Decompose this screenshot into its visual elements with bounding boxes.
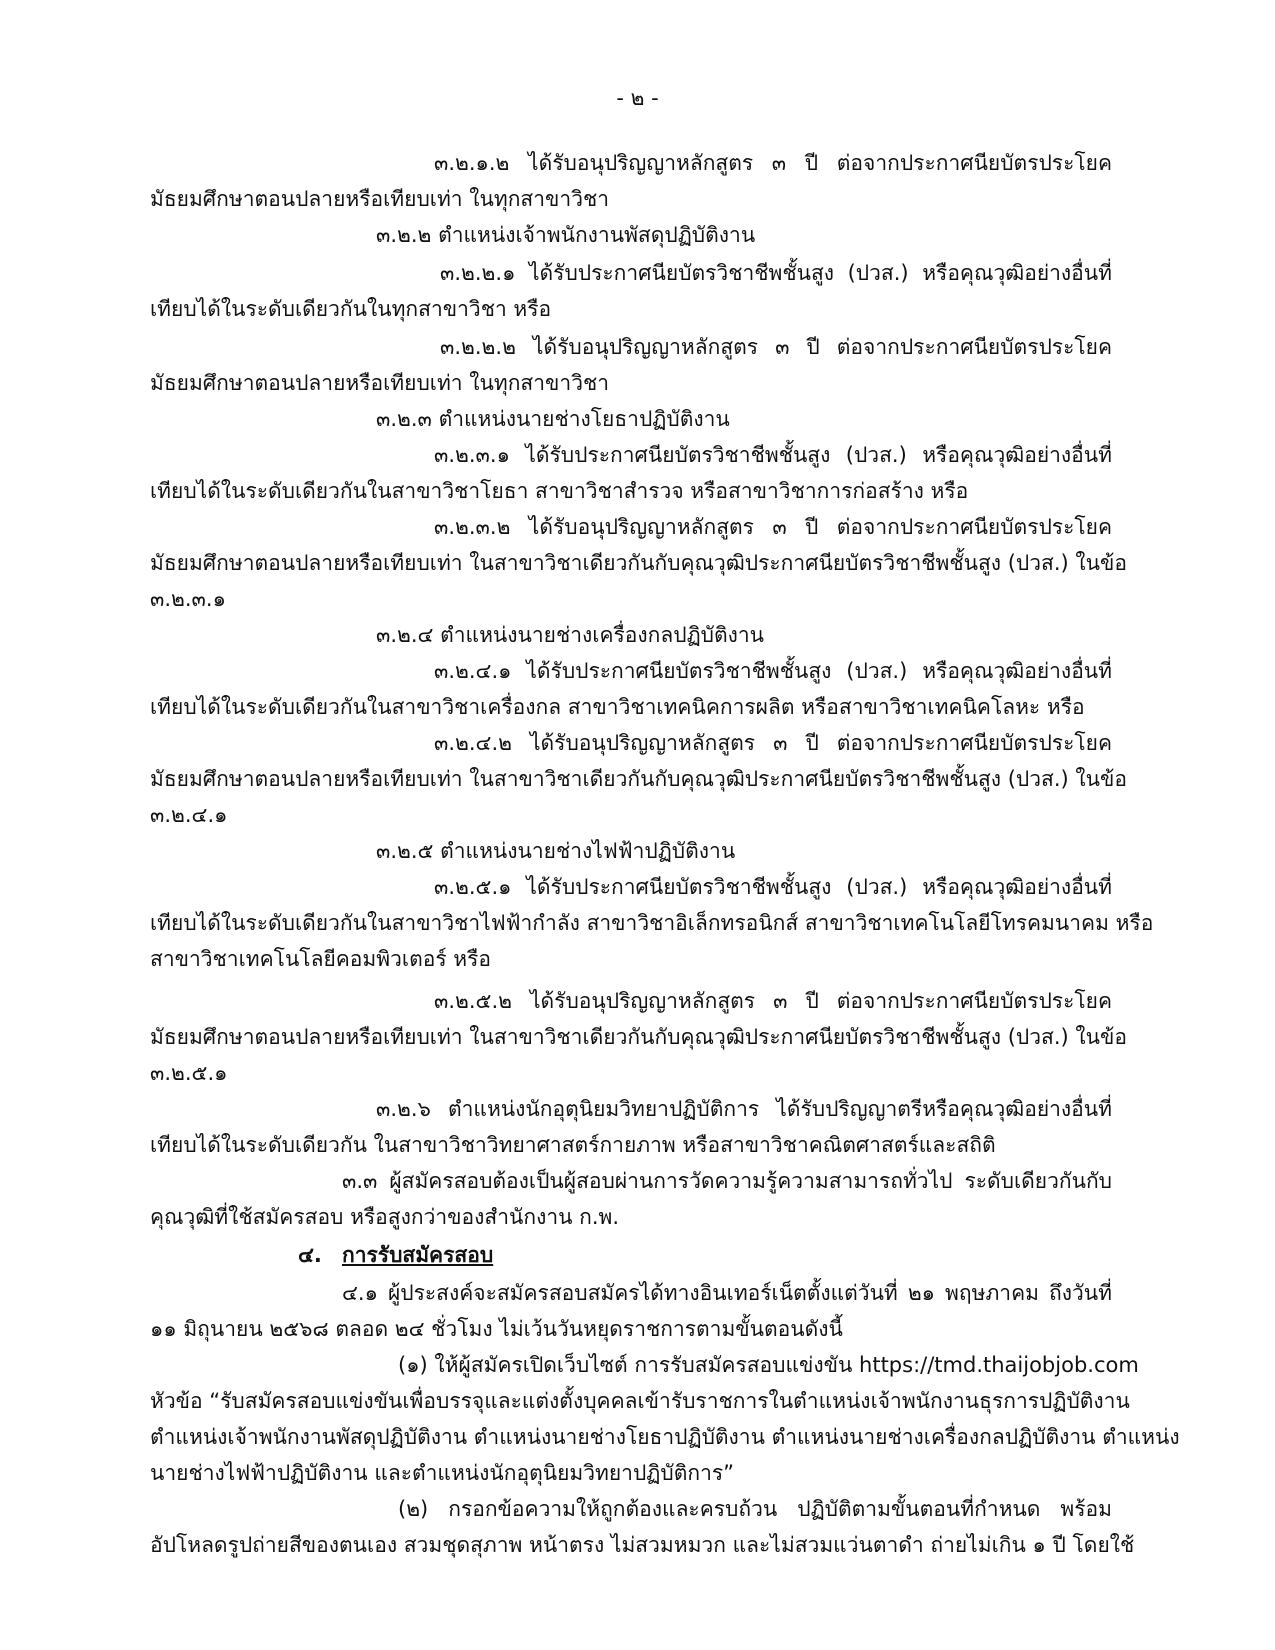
text-line: ๓.๒.๓.๑: [150, 587, 226, 611]
text-line: มัธยมศึกษาตอนปลายหรือเทียบเท่า ในสาขาวิชาเดียวกันกับคุณวุฒิประกาศนียบัตรวิชาชีพชั้นสูง (ปวส.) ในข้อ: [150, 767, 1127, 791]
text-line: ๓.๒.๓.๑ ได้รับประกาศนียบัตรวิชาชีพชั้นสูง (ปวส.) หรือคุณวุฒิอย่างอื่นที่: [434, 443, 1112, 467]
text-line: เทียบได้ในระดับเดียวกัน ในสาขาวิชาวิทยาศาสตร์กายภาพ หรือสาขาวิชาคณิตศาสตร์และสถิติ: [150, 1133, 996, 1157]
text-line: มัธยมศึกษาตอนปลายหรือเทียบเท่า ในทุกสาขาวิชา: [150, 371, 610, 395]
section-heading: การรับสมัครสอบ: [342, 1243, 494, 1267]
text-line: มัธยมศึกษาตอนปลายหรือเทียบเท่า ในสาขาวิชาเดียวกันกับคุณวุฒิประกาศนียบัตรวิชาชีพชั้นสูง (ปวส.) ในข้อ: [150, 1025, 1127, 1049]
text-line: ๓.๒.๑.๒ ได้รับอนุปริญญาหลักสูตร ๓ ปี ต่อจากประกาศนียบัตรประโยค: [434, 151, 1112, 175]
text-line: เทียบได้ในระดับเดียวกันในสาขาวิชาไฟฟ้ากำลัง สาขาวิชาอิเล็กทรอนิกส์ สาขาวิชาเทคโนโลยีโทรคมนาคม หรือ: [150, 911, 1154, 935]
text-line: คุณวุฒิที่ใช้สมัครสอบ หรือสูงกว่าของสำนักงาน ก.พ.: [150, 1205, 620, 1229]
text-line: (๒) กรอกข้อความให้ถูกต้องและครบถ้วน ปฏิบัติตามขั้นตอนที่กำหนด พร้อม: [398, 1497, 1112, 1521]
text-line: ๓.๒.๒.๒ ได้รับอนุปริญญาหลักสูตร ๓ ปี ต่อจากประกาศนียบัตรประโยค: [440, 335, 1112, 359]
text-line: อัปโหลดรูปถ่ายสีของตนเอง สวมชุดสุภาพ หน้าตรง ไม่สวมหมวก และไม่สวมแว่นตาดำ ถ่ายไม่เกิน ๑ ปี โดยใช้: [150, 1533, 1135, 1557]
text-line: ๓.๒.๒ ตำแหน่งเจ้าพนักงานพัสดุปฏิบัติงาน: [376, 223, 756, 247]
text-line: ๑๑ มิถุนายน ๒๕๖๘ ตลอด ๒๔ ชั่วโมง ไม่เว้นวันหยุดราชการตามขั้นตอนดังนี้: [150, 1317, 843, 1341]
text-line: ๓.๒.๓ ตำแหน่งนายช่างโยธาปฏิบัติงาน: [376, 407, 730, 431]
page-number: - ๒ -: [616, 86, 659, 110]
text-line: (๑) ให้ผู้สมัครเปิดเว็บไซต์ การรับสมัครสอบแข่งขัน https://tmd.thaijobjob.com: [398, 1353, 1139, 1377]
text-line: หัวข้อ “รับสมัครสอบแข่งขันเพื่อบรรจุและแต่งตั้งบุคคลเข้ารับราชการในตำแหน่งเจ้าพนักงานธุรการปฏิบัติงาน: [150, 1389, 1130, 1413]
text-line: เทียบได้ในระดับเดียวกันในสาขาวิชาโยธา สาขาวิชาสำรวจ หรือสาขาวิชาการก่อสร้าง หรือ: [150, 479, 969, 503]
text-line: มัธยมศึกษาตอนปลายหรือเทียบเท่า ในสาขาวิชาเดียวกันกับคุณวุฒิประกาศนียบัตรวิชาชีพชั้นสูง (ปวส.) ในข้อ: [150, 551, 1127, 575]
section-number: ๔.: [298, 1243, 322, 1267]
text-line: นายช่างไฟฟ้าปฏิบัติงาน และตำแหน่งนักอุตุนิยมวิทยาปฏิบัติการ”: [150, 1461, 735, 1485]
text-line: ๓.๒.๓.๒ ได้รับอนุปริญญาหลักสูตร ๓ ปี ต่อจากประกาศนียบัตรประโยค: [434, 515, 1112, 539]
text-line: ๓.๒.๕.๒ ได้รับอนุปริญญาหลักสูตร ๓ ปี ต่อจากประกาศนียบัตรประโยค: [434, 989, 1112, 1013]
text-line: ๓.๒.๔.๑: [150, 803, 228, 827]
text-line: ๔.๑ ผู้ประสงค์จะสมัครสอบสมัครได้ทางอินเทอร์เน็ตตั้งแต่วันที่ ๒๑ พฤษภาคม ถึงวันที่: [342, 1281, 1112, 1305]
text-line: เทียบได้ในระดับเดียวกันในทุกสาขาวิชา หรือ: [150, 297, 552, 321]
text-line: ๓.๓ ผู้สมัครสอบต้องเป็นผู้สอบผ่านการวัดความรู้ความสามารถทั่วไป ระดับเดียวกันกับ: [342, 1169, 1112, 1193]
text-line: มัธยมศึกษาตอนปลายหรือเทียบเท่า ในทุกสาขาวิชา: [150, 187, 610, 211]
text-line: ๓.๒.๕ ตำแหน่งนายช่างไฟฟ้าปฏิบัติงาน: [376, 839, 736, 863]
text-line: ตำแหน่งเจ้าพนักงานพัสดุปฏิบัติงาน ตำแหน่งนายช่างโยธาปฏิบัติงาน ตำแหน่งนายช่างเครื่องกลปฏิบัติงาน ตำแหน่ง: [150, 1425, 1180, 1449]
text-line: ๓.๒.๔.๑ ได้รับประกาศนียบัตรวิชาชีพชั้นสูง (ปวส.) หรือคุณวุฒิอย่างอื่นที่: [434, 659, 1112, 683]
text-line: ๓.๒.๔ ตำแหน่งนายช่างเครื่องกลปฏิบัติงาน: [376, 623, 765, 647]
text-line: ๓.๒.๖ ตำแหน่งนักอุตุนิยมวิทยาปฏิบัติการ ได้รับปริญญาตรีหรือคุณวุฒิอย่างอื่นที่: [376, 1097, 1112, 1121]
text-line: เทียบได้ในระดับเดียวกันในสาขาวิชาเครื่องกล สาขาวิชาเทคนิคการผลิต หรือสาขาวิชาเทคนิคโลหะ หรือ: [150, 695, 1085, 719]
text-line: ๓.๒.๔.๒ ได้รับอนุปริญญาหลักสูตร ๓ ปี ต่อจากประกาศนียบัตรประโยค: [434, 731, 1112, 755]
text-line: ๓.๒.๒.๑ ได้รับประกาศนียบัตรวิชาชีพชั้นสูง (ปวส.) หรือคุณวุฒิอย่างอื่นที่: [440, 261, 1112, 285]
text-line: ๓.๒.๕.๑: [150, 1061, 228, 1085]
text-line: ๓.๒.๕.๑ ได้รับประกาศนียบัตรวิชาชีพชั้นสูง (ปวส.) หรือคุณวุฒิอย่างอื่นที่: [434, 875, 1112, 899]
text-line: สาขาวิชาเทคโนโลยีคอมพิวเตอร์ หรือ: [150, 947, 492, 971]
